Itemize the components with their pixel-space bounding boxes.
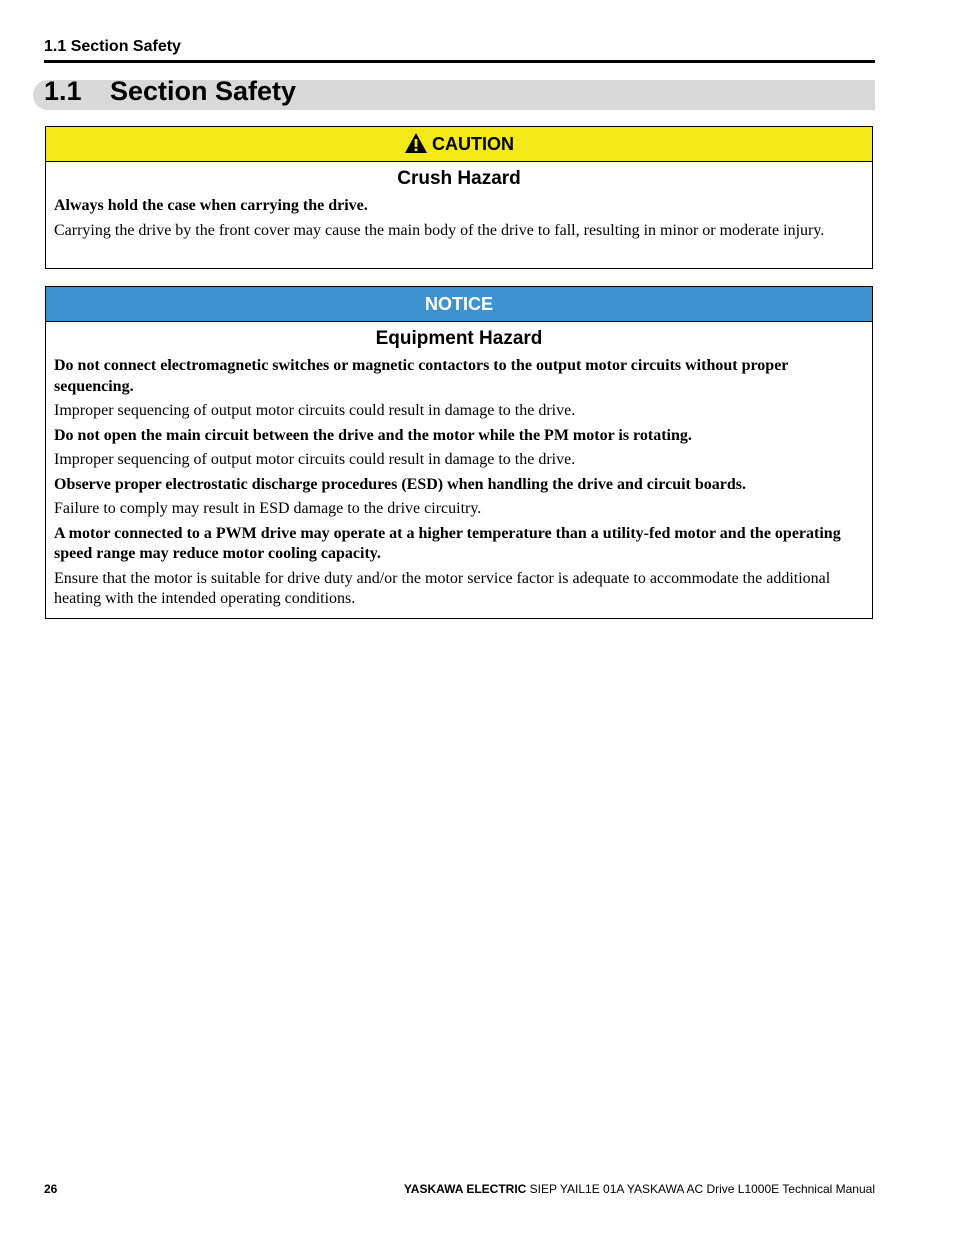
notice-instruction: Observe proper electrostatic discharge procedures (ESD) when handling the drive and circuit boards. (54, 475, 746, 493)
notice-consequence: Failure to comply may result in ESD damage to the drive circuitry. (54, 500, 482, 517)
notice-instruction: A motor connected to a PWM drive may operate at a higher temperature than a utility-fed motor and the operating speed range may reduce motor cooling capacity. (54, 524, 841, 562)
section-title: Section Safety (110, 76, 297, 106)
running-header: 1.1 Section Safety (44, 38, 181, 55)
notice-instruction: Do not connect electromagnetic switches or magnetic contactors to the output motor circuits without proper sequencing. (54, 357, 789, 395)
page-number: 26 (44, 1182, 58, 1196)
footer-brand: YASKAWA ELECTRIC (403, 1182, 527, 1196)
notice-hazard-title: Equipment Hazard (375, 328, 543, 349)
caution-consequence: Carrying the drive by the front cover may cause the main body of the drive to fall, resulting in minor or moderate injury. (54, 221, 825, 239)
section-heading (44, 76, 296, 107)
notice-consequence: Improper sequencing of output motor circuits could result in damage to the drive. (54, 402, 576, 419)
notice-consequence: Improper sequencing of output motor circuits could result in damage to the drive. (54, 451, 576, 468)
caution-hazard-title: Crush Hazard (397, 168, 521, 189)
header-rule (44, 60, 875, 63)
section-number: 1.1 (44, 76, 82, 106)
caution-instruction: Always hold the case when carrying the drive. (54, 197, 368, 214)
notice-banner (46, 287, 872, 322)
caution-label: CAUTION (432, 133, 514, 154)
warning-triangle-icon (404, 132, 428, 154)
notice-label: NOTICE (424, 293, 493, 314)
notice-instruction: Do not open the main circuit between the drive and the motor while the PM motor is rotating. (54, 426, 692, 444)
caution-banner (46, 127, 872, 162)
footer-manual-info (404, 1182, 875, 1196)
notice-consequence: Ensure that the motor is suitable for drive duty and/or the motor service factor is adequate to accommodate the additional heating with the intended operating conditions. (54, 569, 831, 607)
caution-box (45, 126, 873, 269)
notice-box (45, 286, 873, 619)
footer-manual-title: SIEP YAIL1E 01A YASKAWA AC Drive L1000E Technical Manual (526, 1182, 875, 1196)
